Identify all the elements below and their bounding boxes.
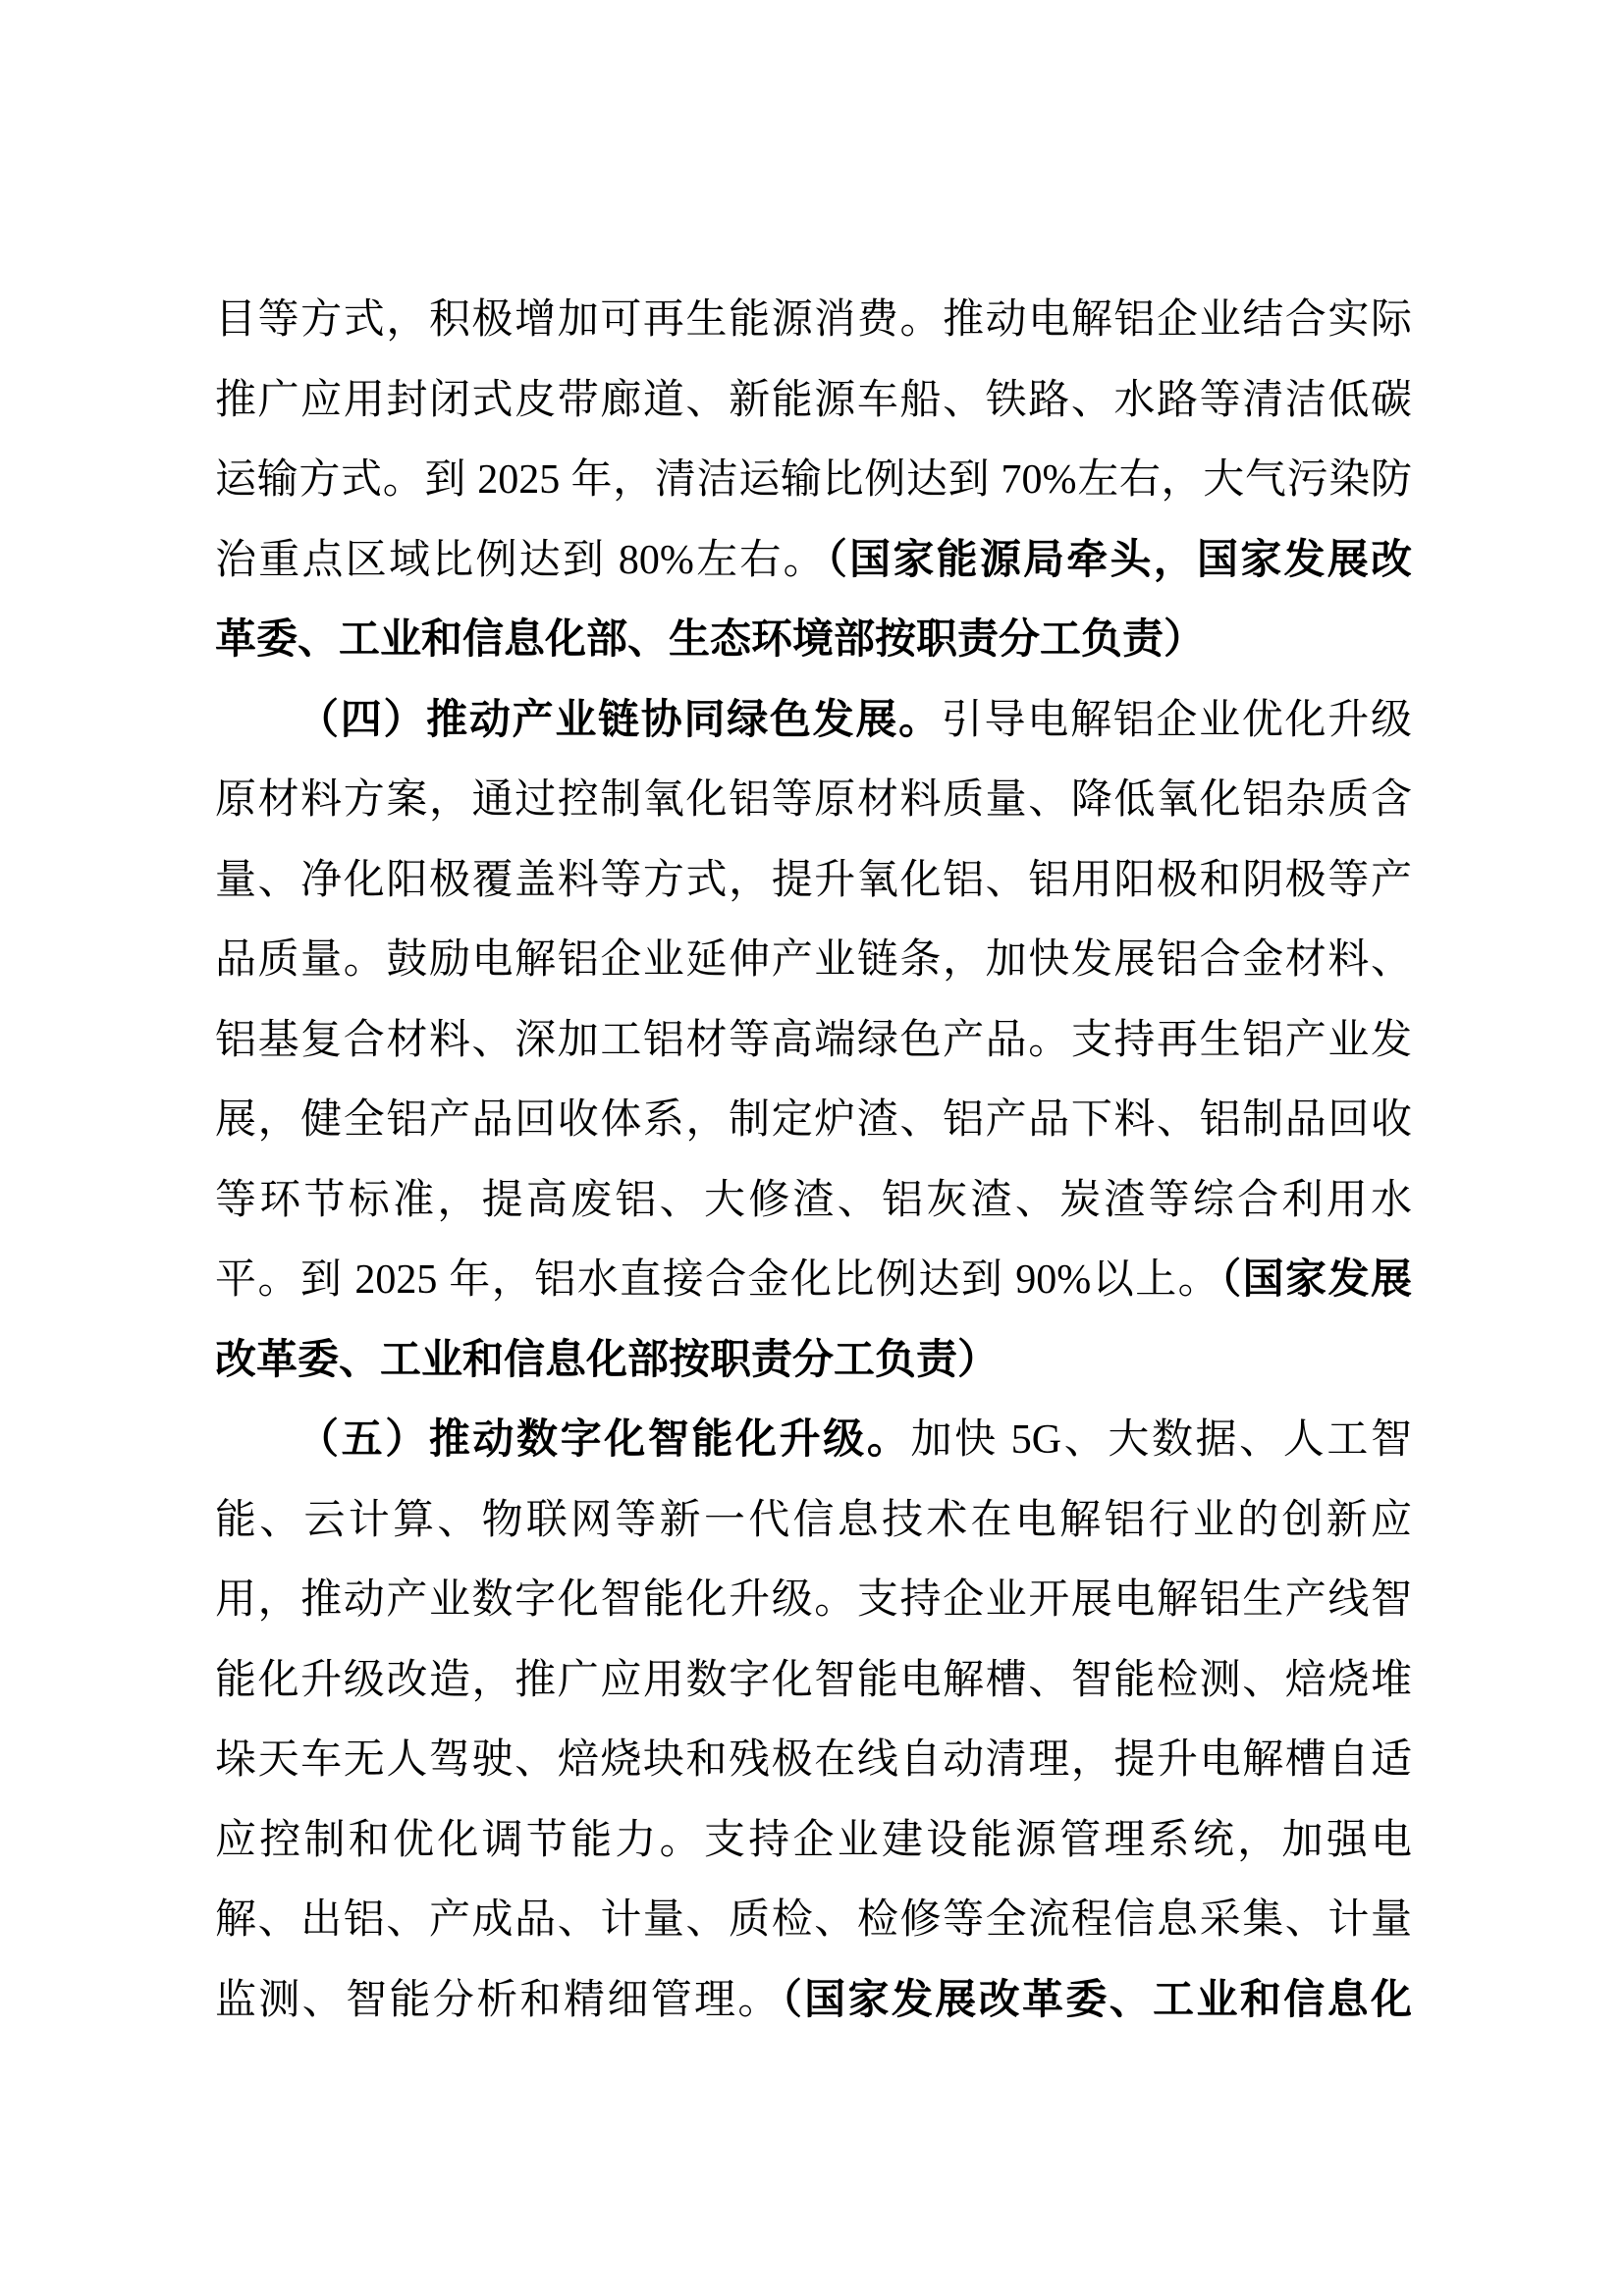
text-run: 原材料方案，通过控制氧化铝等原材料质量、降低氧化铝杂质含 [215, 777, 1412, 823]
text-line [215, 1561, 1412, 1641]
text-run: 应控制和优化调节能力。支持企业建设能源管理系统，加强电 [215, 1817, 1412, 1863]
text-line [215, 921, 1412, 1001]
bold-text-run: （国家能源局牵头，国家发展改 [826, 537, 1412, 583]
text-line [215, 1721, 1412, 1801]
document-text-block [215, 281, 1412, 2041]
text-run: 治重点区域比例达到 80%左右。 [215, 537, 827, 583]
text-line [215, 1001, 1412, 1082]
text-line [215, 1401, 1412, 1481]
text-line [215, 1161, 1412, 1242]
text-run: 展，健全铝产品回收体系，制定炉渣、铝产品下料、铝制品回收 [215, 1097, 1412, 1143]
bold-text-run: （四）推动产业链协同绿色发展。 [298, 697, 942, 743]
text-run: 运输方式。到 2025 年，清洁运输比例达到 70%左右，大气污染防 [215, 457, 1412, 503]
bold-text-run: 改革委、工业和信息化部按职责分工负责） [215, 1337, 1000, 1383]
text-run: 品质量。鼓励电解铝企业延伸产业链条，加快发展铝合金材料、 [215, 937, 1412, 983]
text-run: 垛天车无人驾驶、焙烧块和残极在线自动清理，提升电解槽自适 [215, 1737, 1412, 1783]
text-run: 目等方式，积极增加可再生能源消费。推动电解铝企业结合实际 [215, 297, 1412, 343]
text-line [215, 841, 1412, 922]
bold-text-run: （国家发展 [1220, 1257, 1412, 1303]
text-line [215, 1961, 1412, 2042]
text-line [215, 761, 1412, 841]
text-line [215, 1881, 1412, 1961]
text-run: 用，推动产业数字化智能化升级。支持企业开展电解铝生产线智 [215, 1577, 1412, 1623]
text-run: 铝基复合材料、深加工铝材等高端绿色产品。支持再生铝产业发 [215, 1017, 1412, 1063]
text-run: 等环节标准，提高废铝、大修渣、铝灰渣、炭渣等综合利用水 [215, 1177, 1412, 1223]
text-line [215, 521, 1412, 602]
text-line [215, 1241, 1412, 1321]
bold-text-run: （五）推动数字化智能化升级。 [298, 1417, 911, 1463]
text-line [215, 1481, 1412, 1562]
text-run: 推广应用封闭式皮带廊道、新能源车船、铁路、水路等清洁低碳 [215, 377, 1412, 423]
bold-text-run: 革委、工业和信息化部、生态环境部按职责分工负责） [215, 617, 1206, 663]
text-line [215, 1081, 1412, 1161]
text-run: 量、净化阳极覆盖料等方式，提升氧化铝、铝用阳极和阴极等产 [215, 857, 1412, 903]
text-run: 加快 5G、大数据、人工智 [910, 1417, 1412, 1463]
text-line [215, 1641, 1412, 1722]
text-run: 能化升级改造，推广应用数字化智能电解槽、智能检测、焙烧堆 [215, 1657, 1412, 1703]
text-run: 能、云计算、物联网等新一代信息技术在电解铝行业的创新应 [215, 1497, 1412, 1543]
text-line [215, 1321, 1412, 1402]
text-line [215, 681, 1412, 762]
text-line [215, 601, 1412, 681]
text-line [215, 361, 1412, 442]
text-run: 监测、智能分析和精细管理。 [215, 1977, 782, 2023]
text-line [215, 441, 1412, 521]
bold-text-run: （国家发展改革委、工业和信息化 [781, 1977, 1412, 2023]
text-line [215, 1801, 1412, 1882]
text-line [215, 281, 1412, 361]
text-run: 引导电解铝企业优化升级 [941, 697, 1412, 743]
text-run: 平。到 2025 年，铝水直接合金化比例达到 90%以上。 [215, 1257, 1221, 1303]
text-run: 解、出铝、产成品、计量、质检、检修等全流程信息采集、计量 [215, 1897, 1412, 1943]
